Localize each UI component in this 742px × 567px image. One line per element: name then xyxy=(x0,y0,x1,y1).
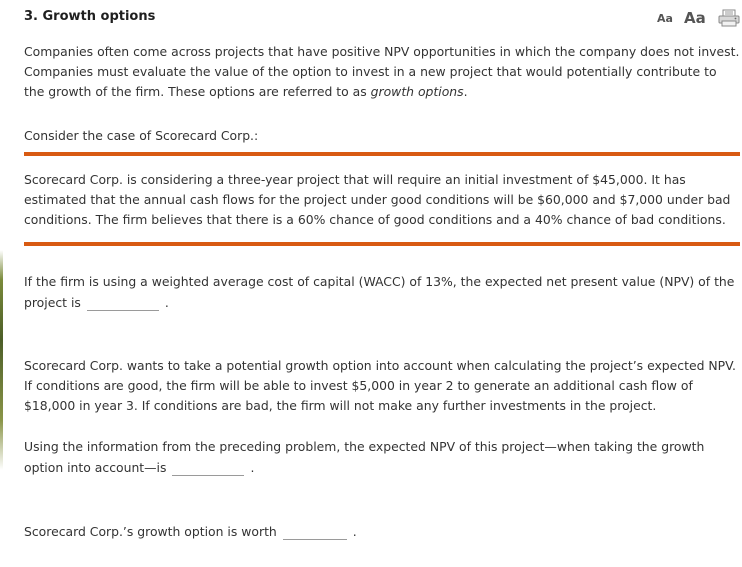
question-3-text: Scorecard Corp.’s growth option is worth xyxy=(24,524,277,539)
question-1 xyxy=(24,272,740,313)
question-2-text: Using the information from the preceding problem, the expected NPV of this project—when taking the growth option into account—is xyxy=(24,439,705,475)
question-3 xyxy=(24,521,740,542)
intro-emphasis: growth options xyxy=(370,84,464,99)
font-size-small-button[interactable]: Aa xyxy=(657,12,673,25)
npv-answer-blank[interactable] xyxy=(87,296,159,311)
case-top-rule xyxy=(24,152,740,156)
option-value-answer-blank[interactable] xyxy=(283,525,347,540)
question-2-period: . xyxy=(250,460,255,475)
intro-period: . xyxy=(463,84,468,99)
growth-option-paragraph: Scorecard Corp. wants to take a potential growth option into account when calculating the project’s expected NPV. If conditions are good, the firm will be able to invest $5,000 in year 2 to generate an additional cash flow of $18,000 in year 3. If conditions are bad, the firm will not make any further investments in the project. xyxy=(24,358,736,413)
intro-paragraph xyxy=(24,42,740,102)
question-3-period: . xyxy=(352,524,357,539)
question-1-text: If the firm is using a weighted average cost of capital (WACC) of 13%, the expected net present value (NPV) of the project is xyxy=(24,274,735,310)
question-1-period: . xyxy=(164,295,169,310)
consider-text: Consider the case of Scorecard Corp.: xyxy=(24,128,259,143)
case-paragraph: Scorecard Corp. is considering a three-year project that will require an initial investment of $45,000. It has estimated that the annual cash flows for the project under good conditions will be $60,000 and $7,000 under bad conditions. The firm believes that there is a 60% chance of good conditions and a 40% chance of bad conditions. xyxy=(24,172,731,227)
question-2 xyxy=(24,437,740,478)
left-edge-decoration xyxy=(0,0,3,567)
question-title: 3. Growth options xyxy=(24,9,156,24)
font-size-large-button[interactable]: Aa xyxy=(684,9,706,27)
question-header xyxy=(24,8,740,28)
printer-icon[interactable] xyxy=(718,9,740,27)
intro-text: Companies often come across projects that have positive NPV opportunities in which the company does not invest. Companies must evaluate the value of the option to invest in a new project that would potentially contribute to the growth of the firm. These options are referred to as xyxy=(24,44,740,99)
case-bottom-rule xyxy=(24,242,740,246)
npv-with-option-answer-blank[interactable] xyxy=(172,461,244,476)
